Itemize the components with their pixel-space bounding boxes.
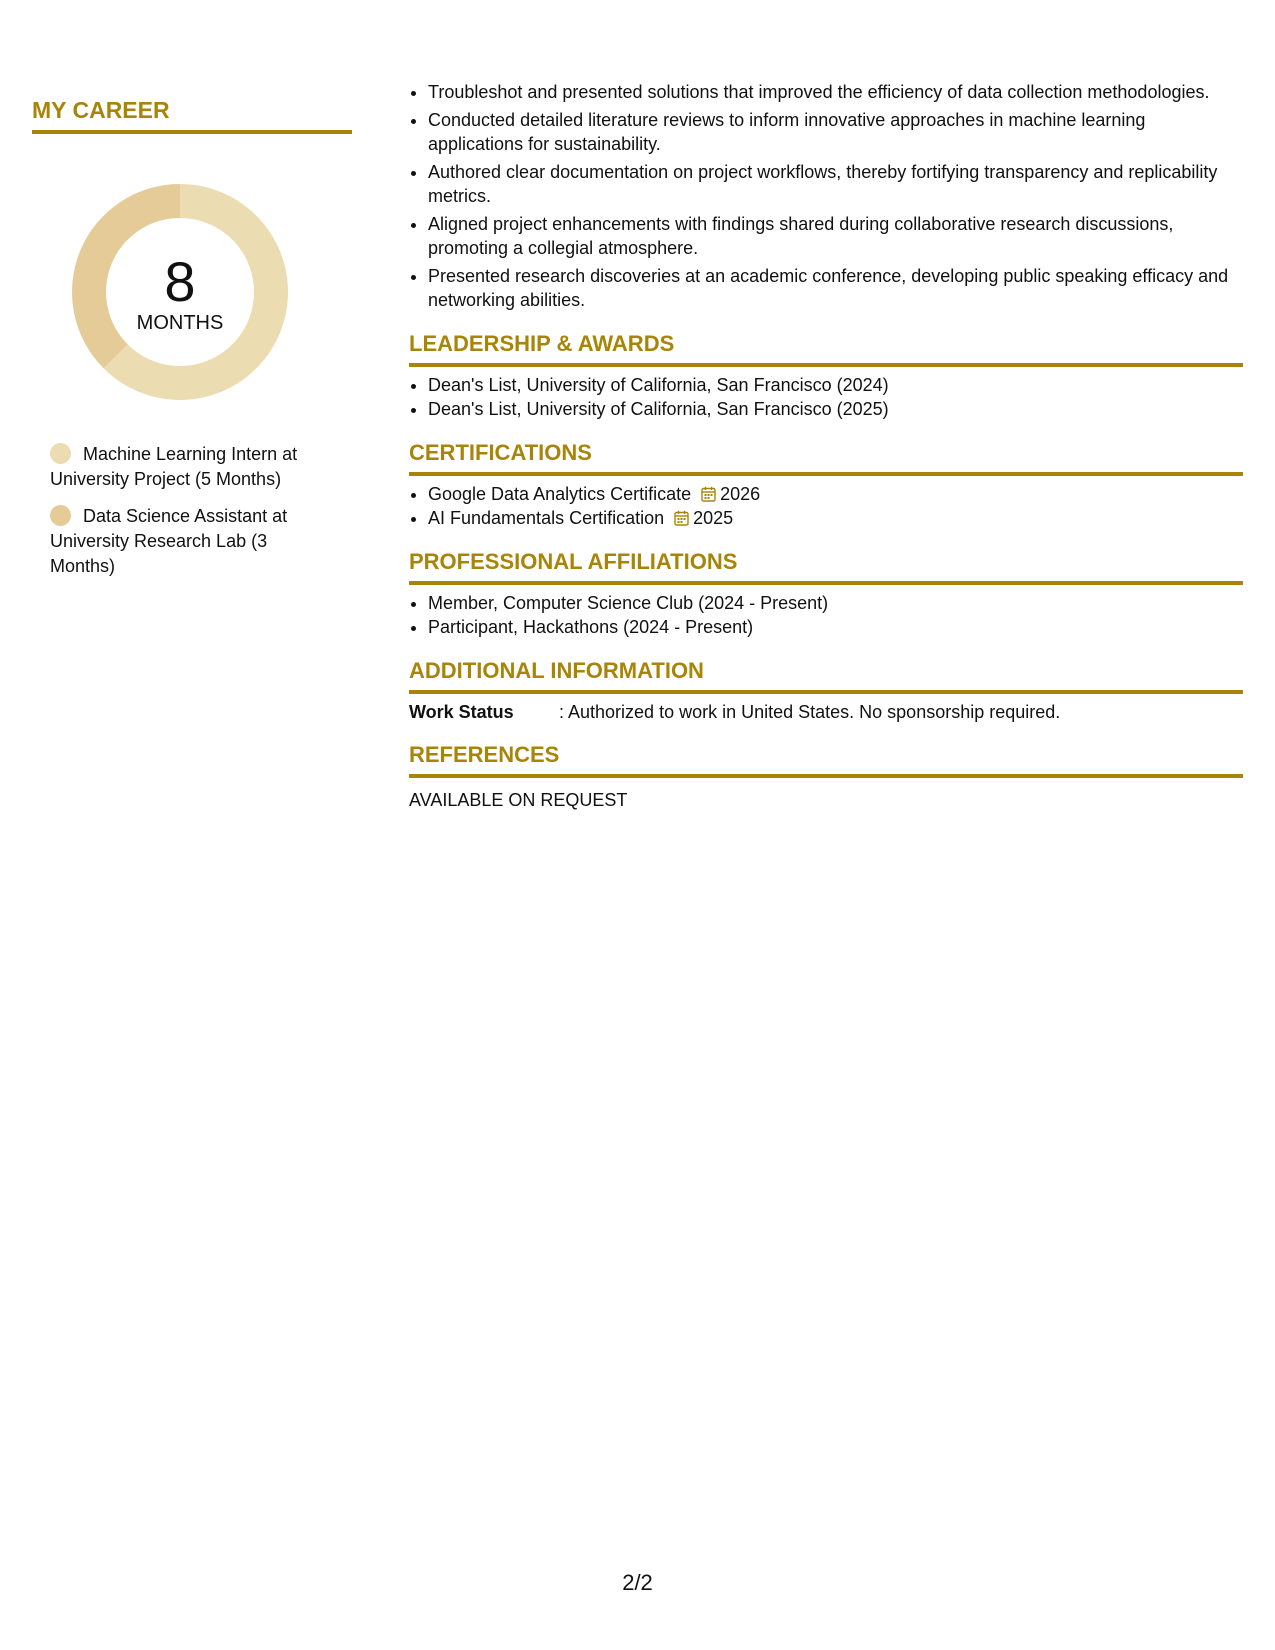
- certification-year: 2026: [720, 483, 761, 504]
- affiliations-heading: PROFESSIONAL AFFILIATIONS: [409, 548, 1243, 585]
- certifications-list: [409, 482, 1243, 531]
- donut-center: [66, 178, 294, 406]
- legend-dot: [50, 505, 71, 526]
- certification-date: [674, 506, 733, 531]
- legend-item: [50, 442, 312, 492]
- certification-name: Google Data Analytics Certificate: [428, 483, 692, 504]
- legend-item: [50, 504, 312, 579]
- additional-info-heading: ADDITIONAL INFORMATION: [409, 657, 1243, 694]
- references-heading: REFERENCES: [409, 741, 1243, 778]
- list-item: • Member, Computer Science Club (2024 - Present): [428, 591, 1243, 616]
- main-content: [409, 80, 1243, 812]
- list-item: • Conducted detailed literature reviews to inform innovative approaches in machine learning applications for sustainability.: [428, 108, 1243, 157]
- work-status-label: Work Status: [409, 701, 514, 722]
- experience-bullet-list: [409, 80, 1243, 313]
- list-item: [428, 506, 1243, 531]
- career-sidebar: [32, 96, 352, 591]
- certification-year: 2025: [693, 508, 734, 528]
- affiliations-list: [409, 591, 1243, 640]
- legend-label: Machine Learning Intern at University Project (5 Months): [50, 444, 298, 489]
- career-total-unit: MONTHS: [136, 312, 224, 334]
- calendar-icon: [701, 486, 716, 502]
- legend-dot: [50, 443, 71, 464]
- list-item: [428, 482, 1243, 507]
- career-total-number: 8: [164, 250, 196, 313]
- page-number: 2/2: [622, 1570, 653, 1595]
- list-item: • Dean's List, University of California, San Francisco (2025): [428, 397, 1243, 422]
- certification-name: AI Fundamentals Certification: [428, 508, 665, 528]
- legend-label: Data Science Assistant at University Research Lab (3 Months): [50, 506, 288, 576]
- certifications-heading: CERTIFICATIONS: [409, 439, 1243, 476]
- calendar-icon: [674, 510, 689, 526]
- list-item: • Authored clear documentation on project workflows, thereby fortifying transparency and replicability metrics.: [428, 160, 1243, 209]
- leadership-heading: LEADERSHIP & AWARDS: [409, 330, 1243, 367]
- certification-date: [701, 482, 760, 507]
- list-item: • Dean's List, University of California, San Francisco (2024): [428, 373, 1243, 398]
- work-status-row: [409, 700, 1243, 724]
- references-text: AVAILABLE ON REQUEST: [409, 789, 628, 810]
- list-item: • Troubleshot and presented solutions that improved the efficiency of data collection methodologies.: [428, 80, 1243, 105]
- career-donut-chart: [66, 178, 294, 406]
- list-item: • Presented research discoveries at an academic conference, developing public speaking efficacy and networking abilities.: [428, 264, 1243, 313]
- work-status-value: : Authorized to work in United States. No sponsorship required.: [559, 701, 1061, 722]
- list-item: • Aligned project enhancements with findings shared during collaborative research discussions, promoting a collegial atmosphere.: [428, 212, 1243, 261]
- career-heading: MY CAREER: [32, 96, 352, 134]
- leadership-list: [409, 373, 1243, 422]
- career-legend: [50, 442, 312, 579]
- list-item: • Participant, Hackathons (2024 - Present): [428, 615, 1243, 640]
